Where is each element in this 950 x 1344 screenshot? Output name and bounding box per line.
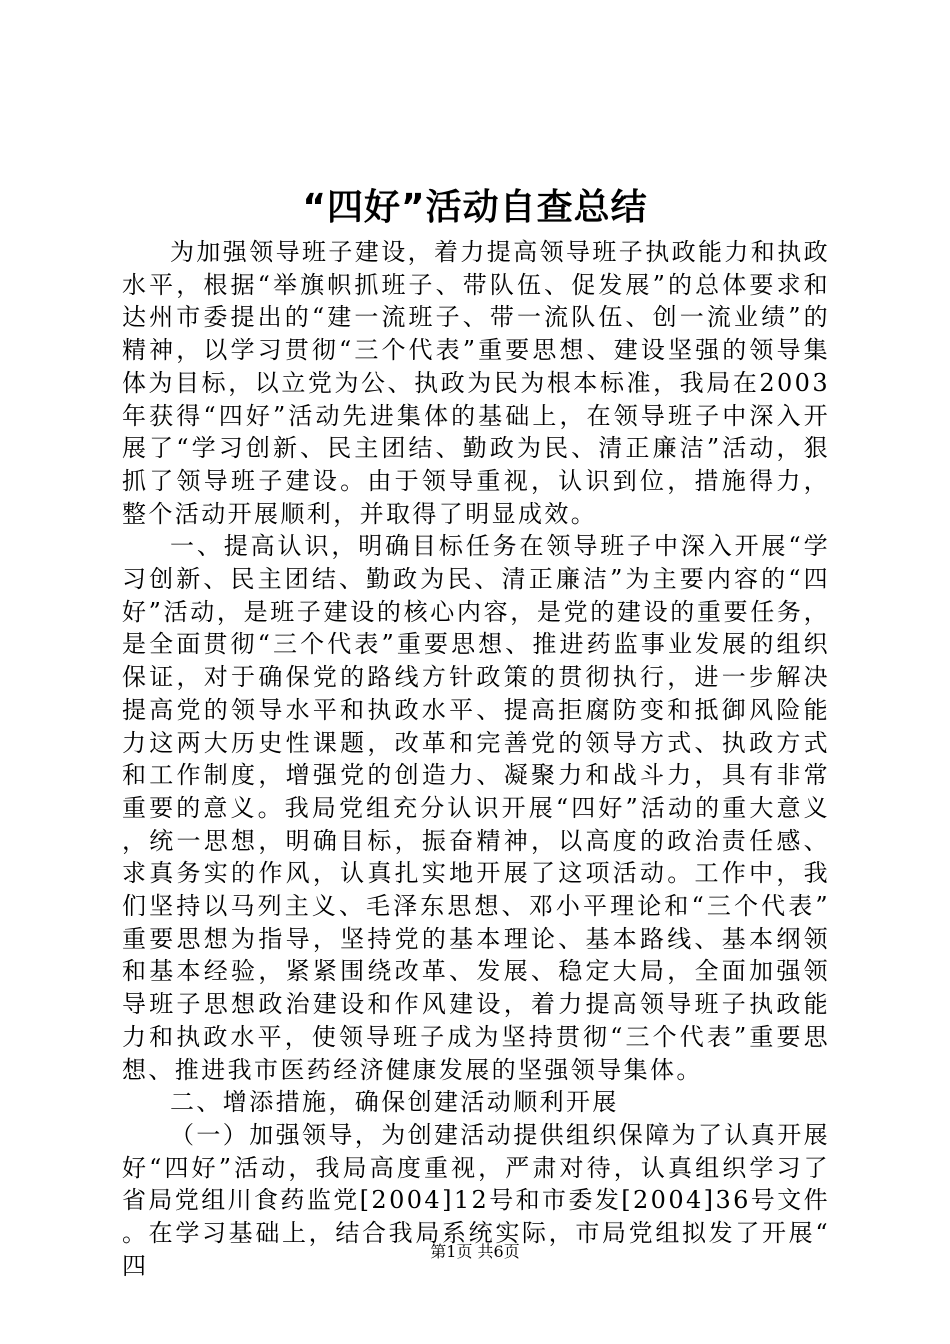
- document-body: [122, 236, 830, 1283]
- paragraph-subsection-one: （一）加强领导，为创建活动提供组织保障为了认真开展好“四好”活动，我局高度重视，严肃对待，认真组织学习了省局党组川食药监党[2004]12号和市委发[2004]36号文件。在学习基础上，结合我局系统实际，市局党组拟发了开展“四: [122, 1120, 830, 1280]
- paragraph-section-two-heading: 二、增添措施，确保创建活动顺利开展: [170, 1088, 619, 1117]
- document-title: “四好”活动自查总结: [302, 187, 648, 228]
- paragraph-section-one: 一、提高认识，明确目标任务在领导班子中深入开展“学习创新、民主团结、勤政为民、清正廉洁”为主要内容的“四好”活动，是班子建设的核心内容，是党的建设的重要任务，是全面贯彻“三个代表”重要思想、推进药监事业发展的组织保证，对于确保党的路线方针政策的贯彻执行，进一步解决提高党的领导水平和执政水平、提高拒腐防变和抵御风险能力这两大历史性课题，改革和完善党的领导方式、执政方式和工作制度，增强党的创造力、凝聚力和战斗力，具有非常重要的意义。我局党组充分认识开展“四好”活动的重大意义，统一思想，明确目标，振奋精神，以高度的政治责任感、求真务实的作风，认真扎实地开展了这项活动。工作中，我们坚持以马列主义、毛泽东思想、邓小平理论和“三个代表”重要思想为指导，坚持党的基本理论、基本路线、基本纲领和基本经验，紧紧围绕改革、发展、稳定大局，全面加强领导班子思想政治建设和作风建设，着力提高领导班子执政能力和执政水平，使领导班子成为坚持贯彻“三个代表”重要思想、推进我市医药经济健康发展的坚强领导集体。: [122, 532, 830, 1084]
- page-number-footer: 第1页 共6页: [430, 1242, 520, 1261]
- paragraph-intro: 为加强领导班子建设，着力提高领导班子执政能力和执政水平，根据“举旗帜抓班子、带队伍、促发展”的总体要求和达州市委提出的“建一流班子、带一流队伍、创一流业绩”的精神，以学习贯彻“三个代表”重要思想、建设坚强的领导集体为目标，以立党为公、执政为民为根本标准，我局在2003年获得“四好”活动先进集体的基础上，在领导班子中深入开展了“学习创新、民主团结、勤政为民、清正廉洁”活动，狠抓了领导班子建设。由于领导重视，认识到位，措施得力，整个活动开展顺利，并取得了明显成效。: [122, 238, 830, 528]
